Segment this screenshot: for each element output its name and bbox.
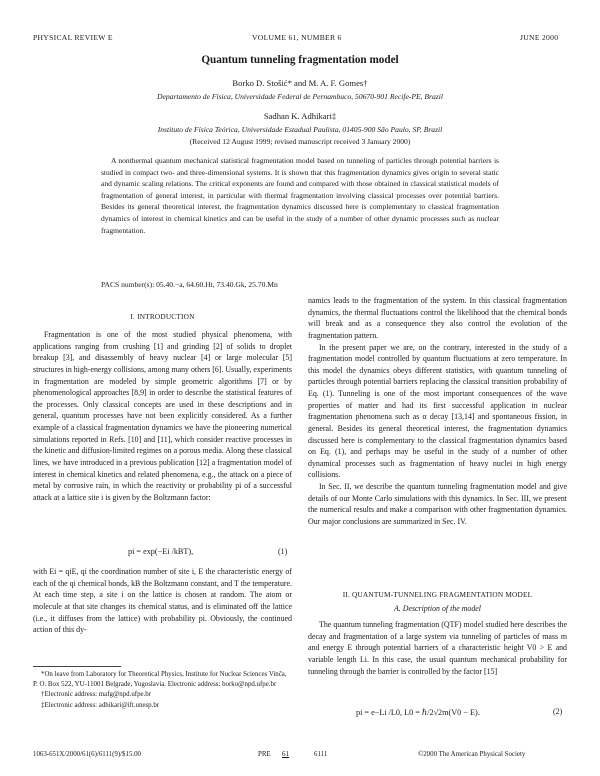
received-dates: (Received 12 August 1999; revised manuscript received 3 January 2000) bbox=[189, 137, 411, 146]
paper-title: Quantum tunneling fragmentation model bbox=[201, 54, 399, 66]
right-column bbox=[308, 295, 567, 528]
left-column-continued bbox=[33, 566, 292, 636]
abstract: A nonthermal quantum mechanical statistical fragmentation model based on tunneling of particles through potential barriers is studied in compact two- and three-dimensional systems. It is shown that this fragmentation dynamics gives origin to several static and dynamic scaling relations. The critical exponents are found and compared with those obtained in classical statistical models of fragmentation of general interest, in particular with thermal fragmentation involving classical processes over potential barriers. Besides its general theoretical interest, the fragmentation dynamics discussed here is complementary to classical fragmentation dynamics of interest in chemical kinetics and can be useful in the study of a number of other dynamic processes such as nuclear fragmentation. bbox=[101, 156, 499, 235]
footnotes bbox=[33, 670, 292, 711]
pacs-numbers: PACS number(s): 05.40.−a, 64.60.Ht, 73.40.Gk, 25.70.Mn bbox=[101, 280, 278, 289]
right-paragraph-4: The quantum tunneling fragmentation (QTF) model studied here describes the decay and fragmentation of a large system via tunneling of particles of mass m and energy E through potential barriers of a characteristic height V0 > E and variable length Li. In this case, the usual quantum mechanical probability for tunneling through the barrier is controlled by the factor [15] bbox=[308, 620, 567, 676]
right-paragraph-3: In Sec. II, we describe the quantum tunneling fragmentation model and give details of our Monte Carlo simulations with this dynamics. In Sec. III, we present the numerical results and make a comparison with other fragmentation dynamics. Our major conclusions are summarized in Sec. IV. bbox=[308, 482, 567, 526]
equation-1-number: (1) bbox=[278, 547, 288, 556]
right-paragraph-1: namics leads to the fragmentation of the system. In this classical fragmentation dynamics, the thermal fluctuations control the likelihood that the chemical bonds will break and as a consequence they also control the evolution of the fragmentation pattern. bbox=[308, 296, 567, 340]
equation-2-number: (2) bbox=[553, 707, 563, 716]
footnote-2: †Electronic address: mafg@npd.ufpe.br bbox=[41, 691, 152, 699]
authors-line-1: Borko D. Stošić* and M. A. F. Gomes† bbox=[232, 78, 368, 88]
right-column-model bbox=[308, 619, 567, 677]
pre-label: PRE bbox=[258, 751, 271, 758]
affiliation-1: Departamento de Física, Universidade Federal de Pernambuco, 50670-901 Recife-PE, Brazil bbox=[157, 92, 443, 101]
right-paragraph-2: In the present paper we are, on the contrary, interested in the study of a fragmentation model controlled by quantum fluctuations at zero temperature. In this model the dynamics obeys different statistics, with quantum tunneling of particles through potential barriers replacing the classical transition probability of Eq. (1). Tunneling is one of the most important consequences of the wave properties of matter and had its first successful application in nuclear fragmentation phenomena such as α decay [13,14] and spontaneous fission, in general. Besides its general theoretical interest, the fragmentation dynamics discussed here is complementary to the classical fragmentation dynamics based on Eq. (1), and perhaps may be useful in the study of a number of other dynamical processes such as fragmentation of heavy nuclei in high energy collisions. bbox=[308, 342, 567, 480]
section-heading-model: II. QUANTUM-TUNNELING FRAGMENTATION MODEL bbox=[342, 590, 533, 599]
equation-2: pi = e−Li /L0, L0 = ℏ/2√2m(V0 − E). bbox=[356, 708, 480, 717]
equation-1: pi = exp(−Ei /kBT), bbox=[128, 547, 194, 556]
issue-date: JUNE 2000 bbox=[520, 33, 559, 42]
volume-number: VOLUME 61, NUMBER 6 bbox=[252, 33, 342, 42]
affiliation-2: Instituto de Física Teórica, Universidade Estadual Paulista, 01405-900 São Paulo, SP, Brazil bbox=[157, 125, 443, 134]
left-column bbox=[33, 329, 292, 503]
footnote-rule bbox=[33, 666, 121, 667]
intro-paragraph-1: Fragmentation is one of the most studied physical phenomena, with applications ranging from crushing [1] and grinding [2] of solids to droplet breakup [3], and disassembly of heavy nuclear [4] or large molecular [5] structures in high-energy collisions, among many others [6]. Usually, experiments in fragmentation are modeled by simple geometric algorithms [7] or by phenomenological approaches [8,9] in order to describe the statistical features of the processes. Only classical concepts are used in these descriptions and in general, quantum processes have not been explicitly considered. As a further example of a classical fragmentation dynamics we have the pioneering numerical simulations reported in Refs. [10] and [11], which consider reactive processes in the kinetic and diffusion-limited regimes on a porous media. Along these classical lines, we have introduced in a previous publication [12] a fragmentation model of interest in chemical kinetics and related phenomena, e.g., the attack on a piece of metal by corrosive rain, in which the reactivity or probability pi of a successful attack at a lattice site i is given by the Boltzmann factor: bbox=[33, 330, 292, 502]
authors-line-2: Sadhan K. Adhikari‡ bbox=[263, 111, 337, 121]
footnote-3: ‡Electronic address: adhikari@ift.unesp.br bbox=[41, 701, 160, 709]
pre-volume: 61 bbox=[282, 751, 289, 758]
subsection-heading: A. Description of the model bbox=[393, 604, 481, 613]
article-code: 1063-651X/2000/61(6)/6111(9)/$15.00 bbox=[33, 751, 142, 758]
page-number: 6111 bbox=[314, 751, 328, 758]
intro-paragraph-2: with Ei = qiE, qi the coordination number of site i, E the characteristic energy of each of the qi chemical bonds, kB the Boltzmann constant, and T the temperature. At each time step, a site i on the lattice is chosen at random. The atom or molecule at that site changes its chemical status, and is eliminated off the lattice (i.e., it diffuses from the lattice) with probability pi. Obviously, the continued action of this dy- bbox=[33, 567, 292, 635]
footnote-1: *On leave from Laboratory for Theoretical Physics, Institute for Nuclear Sciences Vinča, P. O. Box 522, YU-11001 Belgrade, Yugoslavia. Electronic address: borko@npd.ufpe.br bbox=[33, 671, 287, 689]
journal-name: PHYSICAL REVIEW E bbox=[33, 33, 113, 42]
section-heading-introduction: I. INTRODUCTION bbox=[130, 312, 195, 321]
copyright: ©2000 The American Physical Society bbox=[418, 751, 526, 758]
